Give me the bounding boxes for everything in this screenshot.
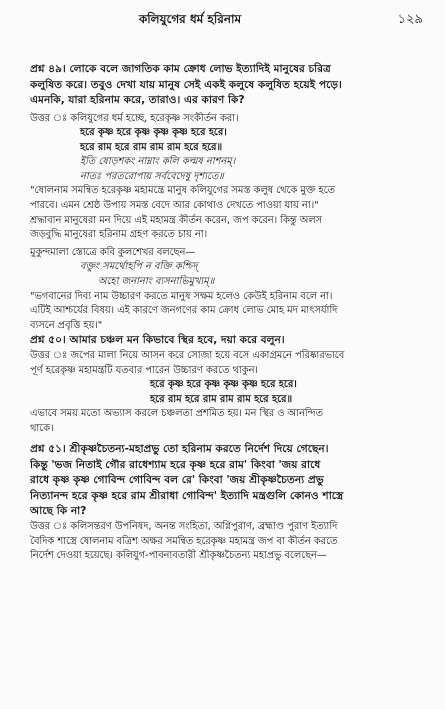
text-line: মুকুন্দমালা স্তোত্রে কবি কুলশেখর বলছেন— [30,246,196,258]
text-line: নির্দেশ দেওয়া হয়েছে। কলিযুগ-পাবনাবতারী শ্রীকৃষ্ণচৈতন্য মহাপ্রভু বলেছেন— [30,550,327,562]
page-number: ১২৯ [397,12,423,27]
mantra-line: হরে রাম হরে রাম রাম রাম হরে হরে॥ [80,141,222,153]
verse-line: অহো জনানাং ব্যসনাভিমুখ্যম্॥ [98,276,215,288]
text-line: ব্যসনে প্রবৃত্তি হয়।" [30,319,103,331]
text-line: বৈদিক শাস্ত্রে ষোলনাম বত্রিশ অক্ষর সমন্বিত হরেকৃষ্ণ মহামন্ত্র জপ বা কীর্তন করতে [30,535,338,547]
text-line: থাকে। [30,422,54,434]
question-line: কিন্তু 'ভজ নিতাই গৌর রাধেশ্যাম হরে কৃষ্ণ হরে রাম' কিংবা 'জয় রাধে [30,458,321,471]
question-line: প্রশ্ন ৫০। আমার চঞ্চল মন কিভাবে স্থির হবে, দয়া করে বলুন। [30,334,285,347]
page-header [0,8,445,30]
question-line: রাধে কৃষ্ণ কৃষ্ণ গোবিন্দ গোবিন্দ বল রে' কিংবা 'জয় শ্রীকৃষ্ণচৈতন্য প্রভু [30,474,324,487]
mantra-line: হরে কৃষ্ণ হরে কৃষ্ণ কৃষ্ণ কৃষ্ণ হরে হরে। [80,127,227,139]
question-line: কলুষিত করে। তবুও দেখা যায় মানুষ সেই একই কলুষে কলুষিত হয়েই পড়ে। [30,78,342,91]
page-body [30,62,426,564]
text-line: শ্রদ্ধাবান মানুষেরা মন দিয়ে এই মহামন্ত্র কীর্তন করেন, জপ করেন। কিন্তু অলস [30,214,323,226]
text-line: পূর্ণ হরেকৃষ্ণ মহামন্ত্রটি যতবার পারেন উচ্চারণ করতে থাকুন। [30,364,258,376]
running-title: কলিযুগের ধর্ম হরিনাম [138,12,242,26]
text-line: এটিই আশ্চর্যের বিষয়। এই কারণে জনগণের কাম ক্রোধ লোভ মোহ মদ মাৎসর্যাদি [30,305,338,317]
verse-line: ইতি ষোড়শকং নাম্নাং কলি কল্মষ নাশনম্। [80,156,236,168]
mantra-line: হরে রাম হরে রাম রাম রাম হরে হরে॥ [150,393,292,405]
text-line: "ষোলনাম সমন্বিত হরেকৃষ্ণ মহামন্ত্রে মানুষ কলিযুগের সমস্ত কলুষ থেকে মুক্ত হতে [30,185,335,197]
question-line: আছে কি না? [30,505,87,518]
text-line: জড়বুদ্ধি মানুষেরা হরিনাম গ্রহণ করতে চায় না। [30,229,208,241]
text-line: পারবে। এমন শ্রেষ্ঠ উপায় সমস্ত বেদে আর কোথাও দেখতে পাওয়া যায় না।" [30,200,319,212]
text-line: এভাবে সময় মতো অভ্যাস করলে চঞ্চলতা প্রশমিত হয়। মন স্থির ও আনন্দিত [30,408,323,420]
question-line: প্রশ্ন ৫১। শ্রীকৃষ্ণচৈতন্য-মহাপ্রভু তো হরিনাম করতে নির্দেশ দিয়ে গেছেন। [30,443,329,456]
verse-line: বক্তুং সমর্থোহপি ন বক্তি কশ্চিদ্ [80,261,198,273]
question-line: প্রশ্ন ৪৯। লোকে বলে জাগতিক কাম ক্রোধ লোভ ইত্যাদিই মানুষের চরিত্র [30,63,331,75]
mantra-line: হরে কৃষ্ণ হরে কৃষ্ণ কৃষ্ণ কৃষ্ণ হরে হরে। [150,379,297,391]
verse-line: নাতঃ পরতরোপায় সর্ববেদেষু দৃশ্যতে॥ [80,170,224,182]
text-line: উত্তর ঃ কলিযুগের ধর্ম হচ্ছে, হরেকৃষ্ণ সংকীর্তন করা। [30,112,239,124]
text-line: "ভগবানের দিব্য নাম উচ্চারণ করতে মানুষ সক্ষম হলেও কেউই হরিনাম বলে না। [30,290,333,302]
text-line: উত্তর ঃ জপের মালা নিয়ে আসন করে সোজা হয়ে বসে একাগ্রমনে পরিষ্কারভাবে [30,349,345,361]
text-line: উত্তর ঃ কলিসন্তরণ উপনিষদ, অনন্ত সংহিতা, অগ্নিপুরাণ, ব্রহ্মাণ্ড পুরাণ ইত্যাদি [30,520,338,532]
question-line: এমনকি, যারা হরিনাম করে, তারাও। এর কারণ কি? [30,94,245,106]
question-line: নিত্যানন্দ হরে কৃষ্ণ হরে রাম শ্রীরাধা গোবিন্দ' ইত্যাদি মন্ত্রগুলি কোনও শাস্ত্রে [30,489,344,502]
